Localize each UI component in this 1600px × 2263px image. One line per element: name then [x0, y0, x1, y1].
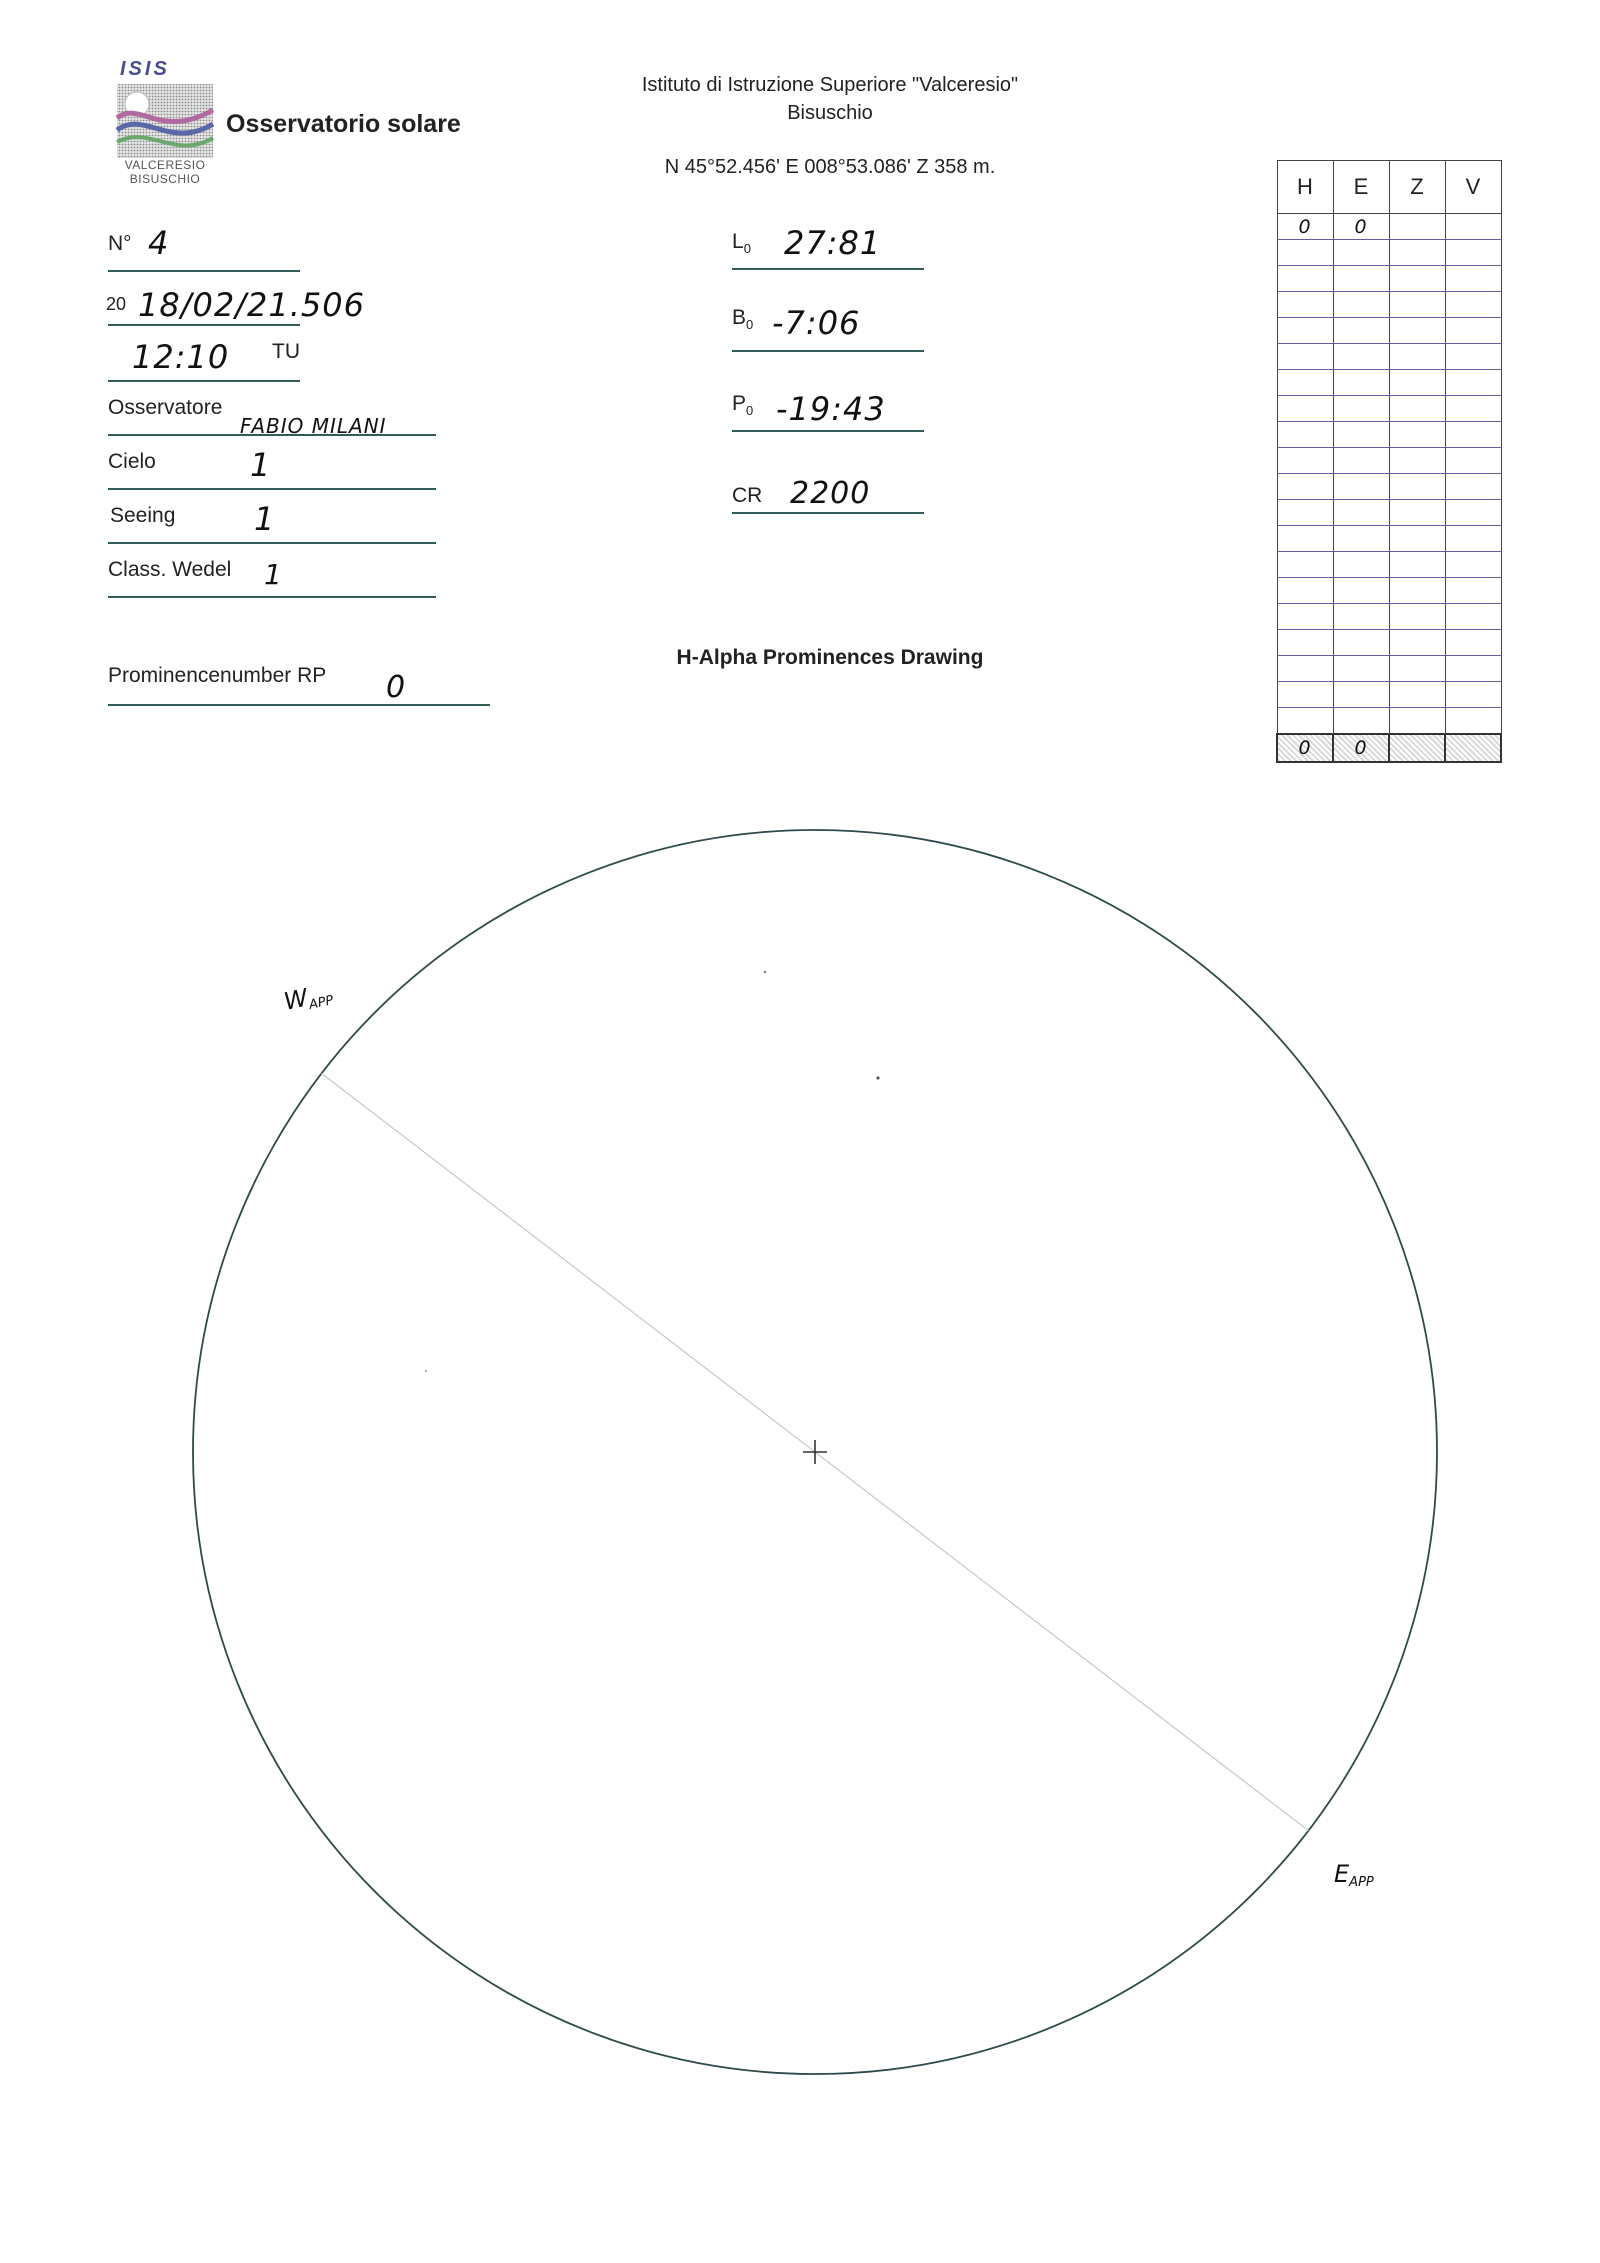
date-value: 18/02/21.506 [138, 286, 365, 324]
date-prefix: 20 [106, 294, 127, 314]
prominence-number-label: Prominencenumber RP [108, 664, 327, 687]
page-title: Osservatorio solare [226, 110, 461, 138]
observer-label: Osservatore [108, 396, 223, 419]
west-apparent-label: WAPP [281, 983, 335, 1016]
east-apparent-label: EAPP [1334, 1860, 1374, 1890]
prominence-number-value: 0 [386, 670, 407, 705]
paper-speck [764, 971, 766, 973]
b0-subscript: 0 [746, 317, 754, 333]
b0-letter: B [732, 306, 747, 329]
logo-line-2: BISUSCHIO [129, 172, 201, 186]
time-unit: TU [272, 340, 300, 363]
disk-center-cross [803, 1440, 827, 1464]
observer-value: FABIO MILANI [240, 414, 387, 438]
p0-value: -19:43 [776, 390, 886, 428]
number-label: N° [108, 232, 132, 255]
sky-value: 1 [250, 446, 272, 484]
b0-value: -7:06 [772, 304, 861, 342]
time-value: 12:10 [132, 338, 230, 376]
header-h: H [1277, 161, 1333, 214]
wedel-label: Class. Wedel [108, 558, 232, 581]
header-v: V [1445, 161, 1501, 214]
paper-speck [425, 1370, 427, 1372]
institute-town: Bisuschio [787, 102, 873, 124]
institute-coordinates: N 45°52.456' E 008°53.086' Z 358 m. [664, 156, 996, 178]
institute-name: Istituto di Istruzione Superiore "Valceresio" [641, 74, 1019, 96]
wedel-value: 1 [264, 558, 283, 591]
seeing-label: Seeing [110, 504, 176, 527]
drawing-title: H-Alpha Prominences Drawing [676, 646, 984, 669]
sky-label: Cielo [108, 450, 156, 473]
table-cell: 0 [1277, 214, 1333, 240]
l0-value: 27:81 [784, 224, 882, 262]
total-h: 0 [1277, 734, 1333, 762]
logo-line-1: VALCERESIO [124, 158, 206, 172]
paper-speck [876, 1076, 879, 1079]
header-e: E [1333, 161, 1389, 214]
number-value: 4 [148, 224, 170, 262]
table-cell: 0 [1333, 214, 1389, 240]
cr-value: 2200 [790, 476, 871, 511]
header-z: Z [1389, 161, 1445, 214]
cr-label: CR [732, 484, 763, 507]
l0-subscript: 0 [743, 241, 751, 257]
seeing-value: 1 [254, 500, 276, 538]
p0-letter: P [732, 392, 747, 415]
p0-subscript: 0 [746, 403, 754, 419]
total-e: 0 [1333, 734, 1389, 762]
logo-brand: ISIS [120, 58, 170, 80]
l0-letter: L [732, 230, 744, 253]
